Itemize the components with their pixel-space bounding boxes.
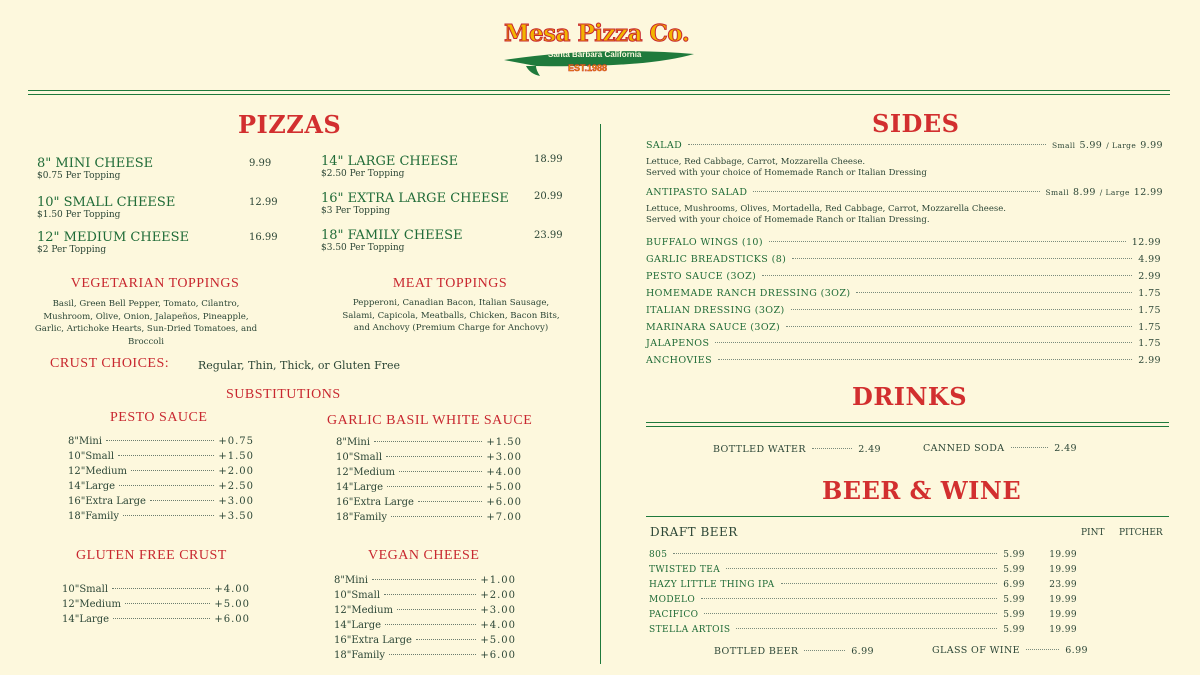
sub-price: +7.00 (486, 512, 522, 523)
beer-item (649, 595, 1077, 605)
pizza-note: $2 Per Topping (37, 245, 107, 255)
sides-title: SIDES (872, 109, 960, 138)
side-price: 1.75 (1138, 287, 1161, 299)
beer-pitcher-price: 19.99 (1049, 625, 1077, 635)
sub-row (334, 650, 516, 661)
dot-leader (418, 501, 482, 502)
sub-size: 8"Mini (336, 437, 371, 448)
sub-size: 18"Family (336, 512, 388, 523)
sub-size: 16"Extra Large (336, 497, 414, 508)
beer-item (649, 550, 1077, 560)
dot-leader (125, 603, 210, 604)
beer-pint-price: 6.99 (1003, 580, 1025, 590)
dot-leader (753, 191, 1039, 192)
sub-size: 12"Medium (68, 466, 128, 477)
beer-name: TWISTED TEA (649, 565, 721, 575)
salad-small-price: 5.99 (1079, 140, 1103, 151)
antipasto-desc-2: Served with your choice of Homemade Ranch or Italian Dressing. (646, 215, 930, 225)
dot-leader (372, 579, 476, 580)
dot-leader (112, 588, 210, 589)
sub-price: +2.00 (480, 590, 516, 601)
drinks-rule-2 (646, 426, 1169, 427)
top-rule-2 (28, 94, 1170, 95)
side-price: 1.75 (1138, 304, 1161, 316)
veg-toppings-text: Basil, Green Bell Pepper, Tomato, Cilantro, Mushroom, Olive, Onion, Jalapeños, Pineapple, Garlic, Artichoke Hearts, Sun-Dried Tomatoes, and Broccoli (34, 299, 258, 347)
sub-size: 16"Extra Large (334, 635, 412, 646)
sub-row (336, 437, 522, 448)
salad-name: SALAD (646, 140, 683, 151)
beer-pint-price: 5.99 (1003, 625, 1025, 635)
drink-name: CANNED SODA (923, 443, 1005, 454)
drinks-rule (646, 422, 1169, 423)
drinks-title: DRINKS (852, 382, 968, 411)
beer-name: 805 (649, 550, 668, 560)
salad-desc-2: Served with your choice of Homemade Ranch or Italian Dressing (646, 168, 927, 178)
pizzas-title: PIZZAS (238, 110, 342, 139)
drink-name: BOTTLED WATER (713, 444, 806, 455)
salad-small-label: Small (1051, 141, 1076, 150)
side-price: 1.75 (1138, 338, 1161, 350)
sub-price: +1.50 (486, 437, 522, 448)
side-price: 4.99 (1138, 253, 1161, 265)
dot-leader (1011, 447, 1049, 448)
sub-row (336, 482, 522, 493)
beer-name: HAZY LITTLE THING IPA (649, 580, 775, 590)
antipasto-large-price: 12.99 (1133, 187, 1163, 198)
drink-price: 2.49 (858, 444, 881, 455)
crust-label: CRUST CHOICES: (50, 356, 170, 371)
wine-row (932, 645, 1088, 656)
sub-size: 10"Small (68, 451, 115, 462)
pizza-item-xl (321, 191, 561, 216)
sub-row (334, 620, 516, 631)
sub-price: +6.00 (214, 614, 250, 625)
pizza-price: 16.99 (249, 232, 278, 243)
side-name: ANCHOVIES (646, 355, 713, 367)
sub-row (62, 599, 250, 610)
bottled-beer-price: 6.99 (851, 646, 874, 657)
pesto-sub-title: PESTO SAUCE (110, 410, 208, 425)
garlic-sub-title: GARLIC BASIL WHITE SAUCE (327, 413, 533, 428)
dot-leader (786, 326, 1132, 327)
beer-pint-price: 5.99 (1003, 610, 1025, 620)
antipasto-desc-1: Lettuce, Mushrooms, Olives, Mortadella, Red Cabbage, Carrot, Mozzarella Cheese. (646, 204, 1006, 214)
sub-size: 14"Large (62, 614, 110, 625)
sub-size: 12"Medium (62, 599, 122, 610)
sub-row (68, 496, 254, 507)
sub-row (334, 605, 516, 616)
salad-row (646, 140, 1163, 151)
vegan-sub-title: VEGAN CHEESE (368, 548, 480, 563)
dot-leader (385, 624, 476, 625)
dot-leader (118, 455, 214, 456)
sub-row (68, 511, 254, 522)
dot-leader (736, 628, 997, 629)
sub-row (336, 452, 522, 463)
dot-leader (726, 568, 997, 569)
column-divider (600, 124, 601, 664)
veg-toppings-title: VEGETARIAN TOPPINGS (70, 276, 240, 291)
side-price: 2.99 (1138, 270, 1161, 282)
sub-price: +4.00 (214, 584, 250, 595)
dot-leader (399, 471, 482, 472)
antipasto-large-label: / Large (1099, 188, 1130, 197)
beer-pint-price: 5.99 (1003, 550, 1025, 560)
sub-price: +3.00 (480, 605, 516, 616)
dot-leader (781, 583, 998, 584)
dot-leader (391, 516, 482, 517)
crust-value: Regular, Thin, Thick, or Gluten Free (198, 359, 401, 372)
pizza-price: 9.99 (249, 158, 272, 169)
antipasto-small-price: 8.99 (1073, 187, 1096, 198)
pizza-name: 16" EXTRA LARGE CHEESE (321, 191, 509, 206)
dot-leader (856, 292, 1132, 293)
pizza-name: 12" MEDIUM CHEESE (37, 230, 190, 245)
beer-pitcher-price: 19.99 (1049, 595, 1077, 605)
dot-leader (812, 448, 852, 449)
dot-leader (769, 241, 1126, 242)
salad-large-label: / Large (1106, 141, 1137, 150)
sub-size: 8"Mini (68, 436, 103, 447)
sub-price: +6.00 (480, 650, 516, 661)
bottled-beer-name: BOTTLED BEER (714, 646, 799, 657)
sub-row (68, 436, 254, 447)
side-name: JALAPENOS (646, 338, 710, 350)
sub-size: 18"Family (68, 511, 120, 522)
sub-size: 14"Large (334, 620, 382, 631)
pizza-price: 18.99 (534, 154, 563, 165)
side-item (646, 338, 1161, 349)
beer-name: STELLA ARTOIS (649, 625, 731, 635)
side-item (646, 271, 1161, 282)
dot-leader (389, 654, 476, 655)
beer-name: PACIFICO (649, 610, 699, 620)
sub-size: 10"Small (62, 584, 109, 595)
sub-size: 8"Mini (334, 575, 369, 586)
wine-name: GLASS OF WINE (932, 645, 1020, 656)
sub-price: +2.00 (218, 466, 254, 477)
pizza-note: $1.50 Per Topping (37, 210, 121, 220)
side-item (646, 288, 1161, 299)
pizza-price: 20.99 (534, 191, 563, 202)
draft-beer-label: DRAFT BEER (650, 525, 738, 539)
sub-size: 12"Medium (336, 467, 396, 478)
logo-name: Mesa Pizza Co. (504, 20, 690, 47)
logo-est: EST.1988 (568, 63, 608, 73)
substitutions-title: SUBSTITUTIONS (226, 387, 341, 402)
beer-pitcher-price: 23.99 (1049, 580, 1077, 590)
sub-price: +6.00 (486, 497, 522, 508)
dot-leader (416, 639, 476, 640)
dot-leader (673, 553, 997, 554)
beer-name: MODELO (649, 595, 696, 605)
sub-price: +3.00 (486, 452, 522, 463)
sub-size: 14"Large (336, 482, 384, 493)
antipasto-small-label: Small (1045, 188, 1070, 197)
drink-item-water (713, 444, 881, 455)
side-item (646, 305, 1161, 316)
dot-leader (123, 515, 214, 516)
sub-size: 14"Large (68, 481, 116, 492)
pizza-item-mini (37, 156, 277, 181)
sub-price: +4.00 (480, 620, 516, 631)
side-name: HOMEMADE RANCH DRESSING (3OZ) (646, 287, 851, 299)
pizza-item-large (321, 154, 561, 179)
sub-size: 10"Small (336, 452, 383, 463)
beer-pitcher-price: 19.99 (1049, 610, 1077, 620)
pizza-name: 8" MINI CHEESE (37, 156, 154, 171)
pizza-price: 12.99 (249, 197, 278, 208)
sub-price: +5.00 (214, 599, 250, 610)
pizza-item-small (37, 195, 277, 220)
sub-price: +5.00 (480, 635, 516, 646)
dot-leader (762, 275, 1132, 276)
sub-row (334, 575, 516, 586)
pizza-note: $2.50 Per Topping (321, 169, 405, 179)
sub-row (68, 481, 254, 492)
dot-leader (386, 456, 482, 457)
meat-toppings-title: MEAT TOPPINGS (392, 276, 508, 291)
pizza-item-medium (37, 230, 277, 255)
sub-size: 12"Medium (334, 605, 394, 616)
pizza-name: 14" LARGE CHEESE (321, 154, 459, 169)
pizza-note: $3 Per Topping (321, 206, 391, 216)
pint-label: PINT (1081, 528, 1105, 538)
dot-leader (791, 309, 1133, 310)
beer-pitcher-price: 19.99 (1049, 550, 1077, 560)
sub-size: 18"Family (334, 650, 386, 661)
sub-price: +3.00 (218, 496, 254, 507)
salad-desc-1: Lettuce, Red Cabbage, Carrot, Mozzarella Cheese. (646, 157, 866, 167)
sub-size: 16"Extra Large (68, 496, 146, 507)
top-rule (28, 90, 1170, 91)
sub-row (68, 466, 254, 477)
beer-pitcher-price: 19.99 (1049, 565, 1077, 575)
dot-leader (688, 144, 1046, 145)
dot-leader (119, 485, 214, 486)
side-item (646, 237, 1161, 248)
logo-tagline: Santa Barbara California (548, 50, 642, 59)
dot-leader (113, 618, 210, 619)
side-price: 12.99 (1131, 237, 1161, 248)
sub-price: +1.00 (480, 575, 516, 586)
logo (496, 16, 706, 80)
beer-item (649, 625, 1077, 635)
sub-price: +5.00 (486, 482, 522, 493)
dot-leader (804, 650, 845, 651)
side-name: PESTO SAUCE (3OZ) (646, 270, 757, 282)
side-name: MARINARA SAUCE (3OZ) (646, 321, 781, 333)
sub-row (62, 584, 250, 595)
pizza-note: $3.50 Per Topping (321, 243, 405, 253)
beer-pint-price: 5.99 (1003, 595, 1025, 605)
pizza-name: 10" SMALL CHEESE (37, 195, 176, 210)
beer-pint-price: 5.99 (1003, 565, 1025, 575)
dot-leader (792, 258, 1132, 259)
pizza-item-family (321, 228, 561, 253)
beer-item (649, 580, 1077, 590)
sub-price: +3.50 (218, 511, 254, 522)
antipasto-row (646, 187, 1163, 198)
side-item (646, 322, 1161, 333)
side-name: BUFFALO WINGS (10) (646, 237, 763, 248)
sub-price: +2.50 (218, 481, 254, 492)
side-price: 1.75 (1138, 321, 1161, 333)
drink-price: 2.49 (1054, 443, 1077, 454)
sub-row (334, 635, 516, 646)
sub-price: +1.50 (218, 451, 254, 462)
dot-leader (718, 359, 1132, 360)
wine-price: 6.99 (1065, 645, 1088, 656)
beer-item (649, 610, 1077, 620)
side-name: ITALIAN DRESSING (3OZ) (646, 304, 785, 316)
dot-leader (150, 500, 214, 501)
sub-row (68, 451, 254, 462)
pizza-note: $0.75 Per Topping (37, 171, 121, 181)
dot-leader (387, 486, 482, 487)
dot-leader (704, 613, 997, 614)
sub-size: 10"Small (334, 590, 381, 601)
gluten-sub-title: GLUTEN FREE CRUST (76, 548, 227, 563)
beer-item (649, 565, 1077, 575)
side-price: 2.99 (1138, 355, 1161, 367)
sub-row (336, 497, 522, 508)
pizza-name: 18" FAMILY CHEESE (321, 228, 463, 243)
dot-leader (1026, 649, 1059, 650)
pizza-price: 23.99 (534, 230, 563, 241)
bottled-beer-row (714, 646, 874, 657)
dot-leader (715, 342, 1132, 343)
meat-toppings-text: Pepperoni, Canadian Bacon, Italian Sausage, Salami, Capicola, Meatballs, Chicken, Bacon Bits, and Anchovy (Premium Charge for Anchovy) (342, 298, 560, 333)
side-item (646, 355, 1161, 366)
salad-large-price: 9.99 (1140, 140, 1163, 151)
sub-price: +4.00 (486, 467, 522, 478)
sub-row (62, 614, 250, 625)
dot-leader (701, 598, 997, 599)
antipasto-name: ANTIPASTO SALAD (646, 187, 748, 198)
dot-leader (384, 594, 476, 595)
beer-wine-title: BEER & WINE (822, 476, 1022, 505)
side-item (646, 254, 1161, 265)
side-name: GARLIC BREADSTICKS (8) (646, 253, 787, 265)
sub-row (336, 512, 522, 523)
dot-leader (397, 609, 476, 610)
dot-leader (131, 470, 214, 471)
drink-item-soda (923, 443, 1077, 454)
sub-row (336, 467, 522, 478)
sub-price: +0.75 (218, 436, 254, 447)
sub-row (334, 590, 516, 601)
dot-leader (106, 440, 214, 441)
beer-rule (646, 516, 1169, 517)
dot-leader (374, 441, 482, 442)
pitcher-label: PITCHER (1119, 528, 1163, 538)
